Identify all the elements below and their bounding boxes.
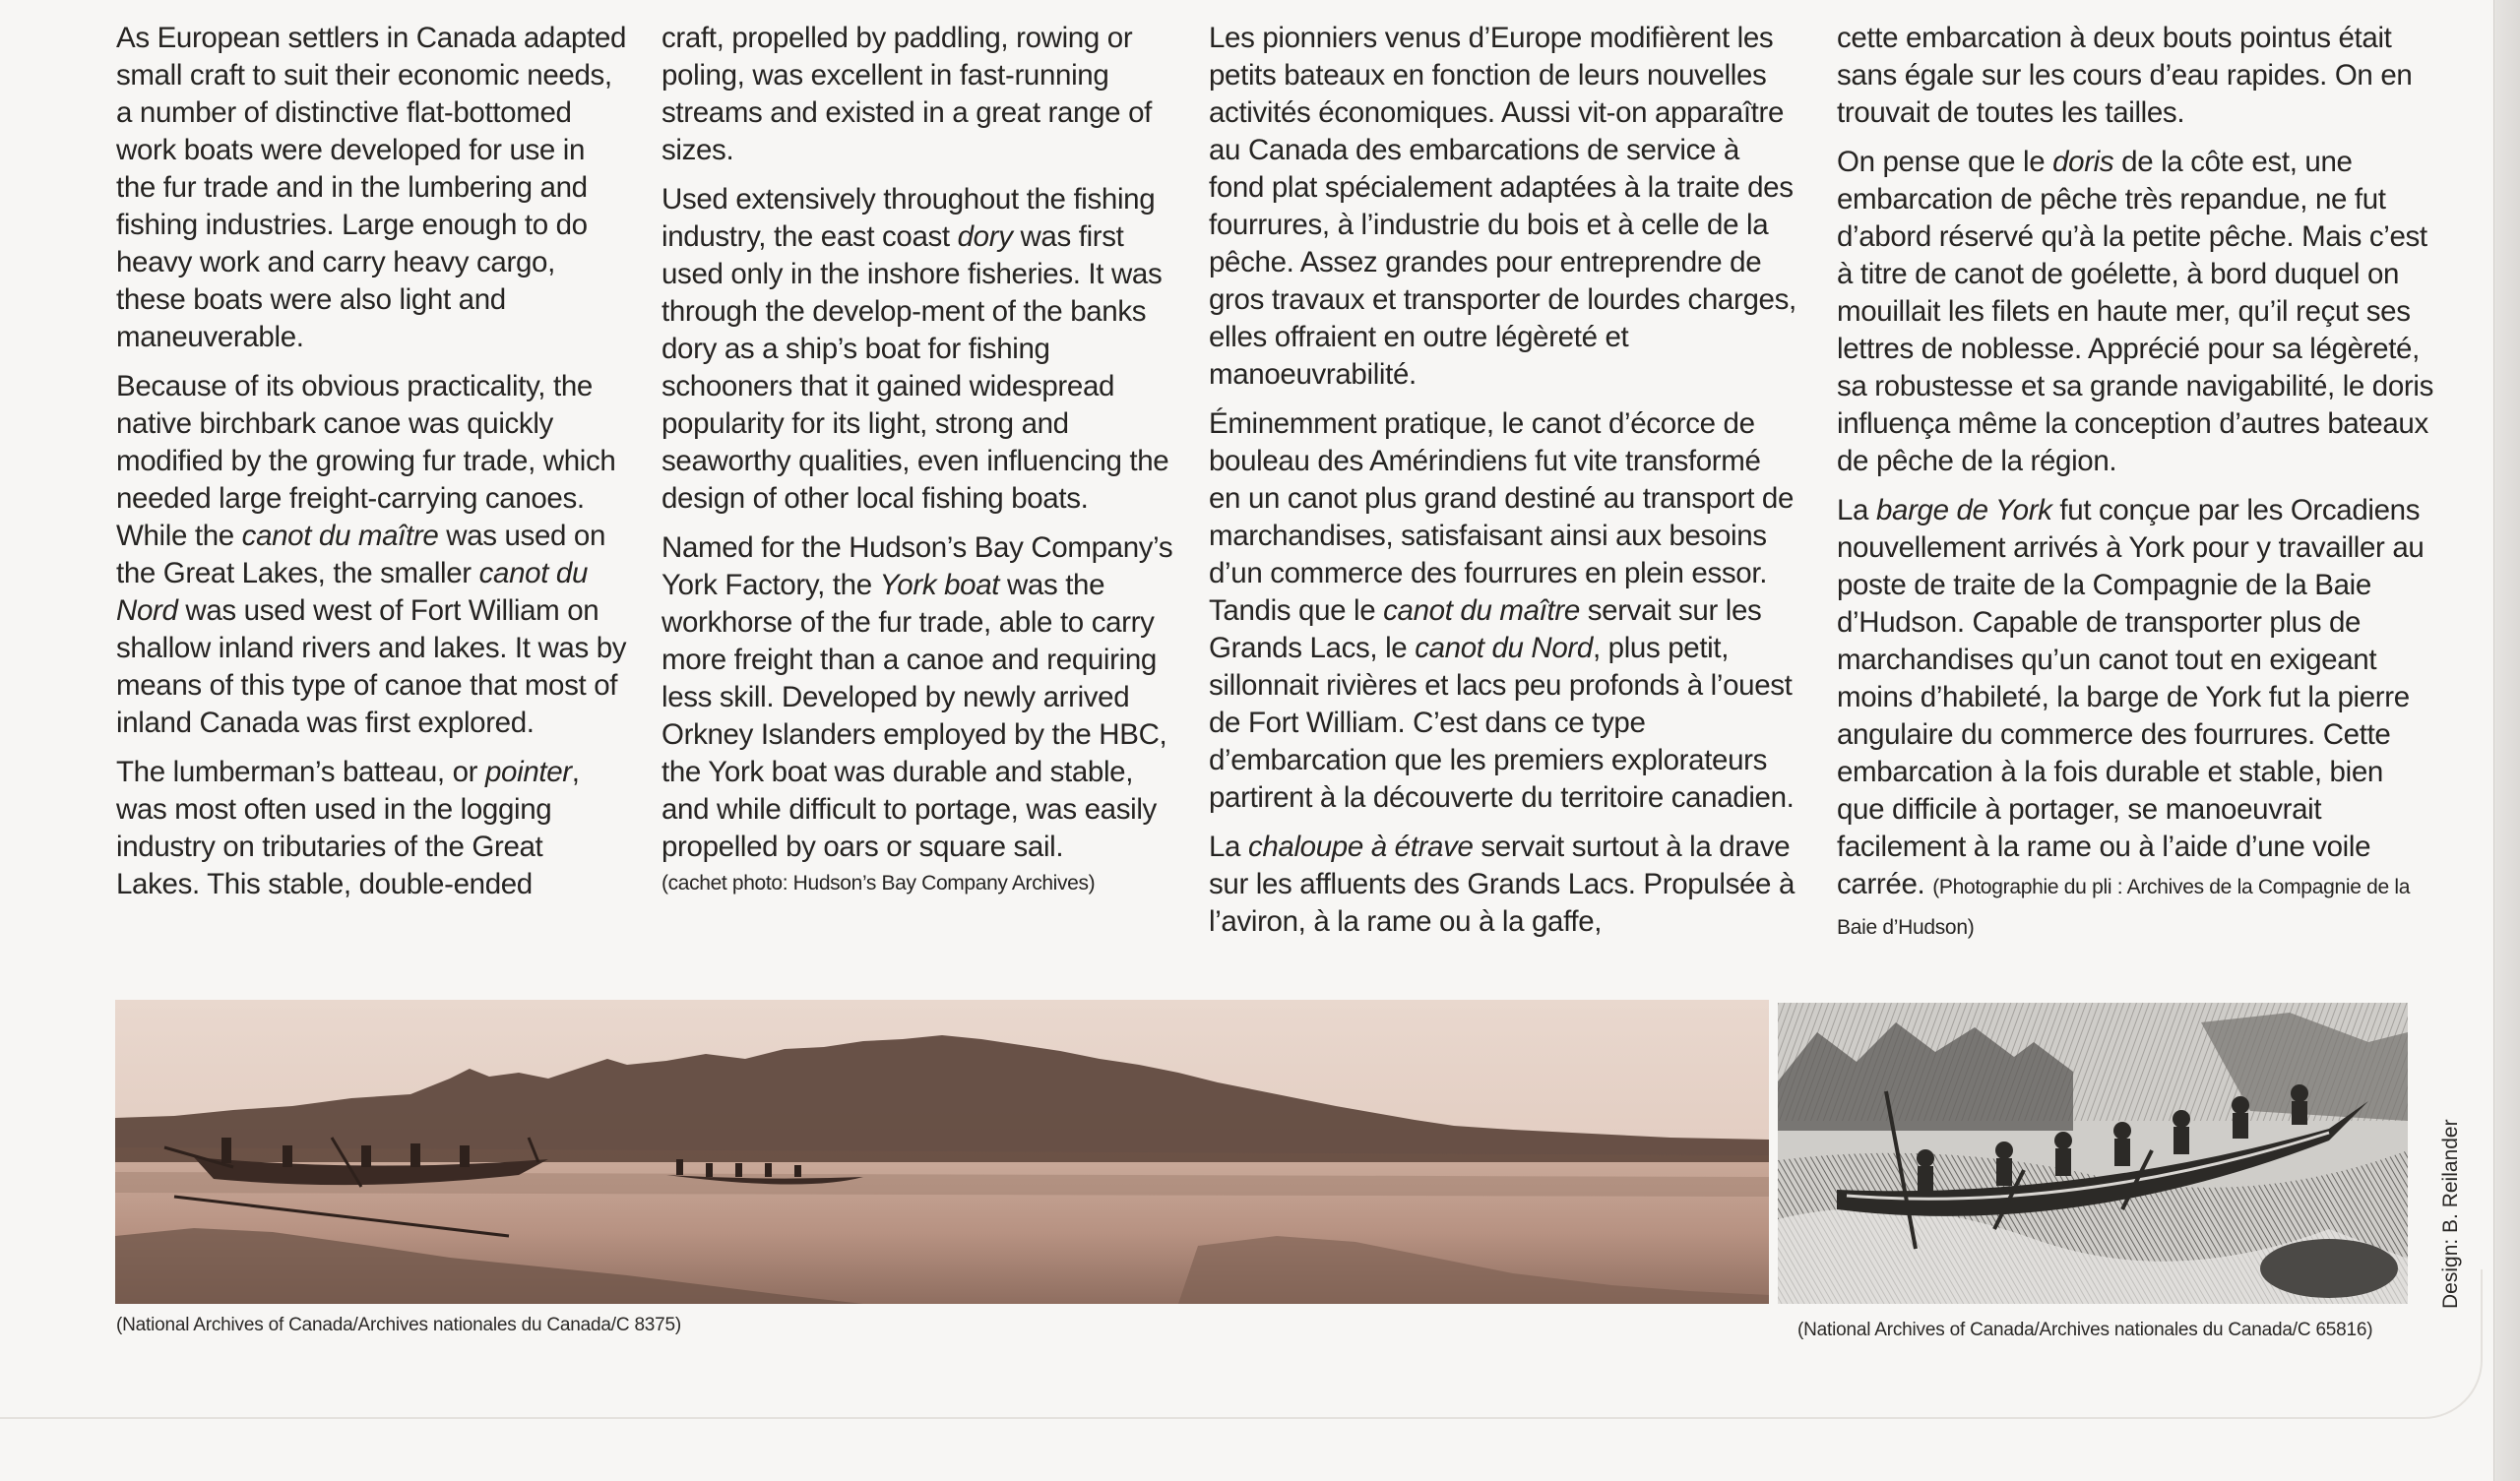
- italic-term: canot du maître: [241, 520, 439, 552]
- paragraph-text: was first used only in the inshore fisheries. It was through the develop-ment of the banks dory as a ship’s boat for fishing schooners that it gained widespread popularity for its light, strong and seaworthy qualities, even influencing the design of other local fishing boats.: [662, 220, 1169, 515]
- paragraph-text: Éminemment pratique, le canot d’écorce de bouleau des Amérindiens fut vite transformé en un canot plus grand destiné au transport de marchandises, satisfaisant ainsi aux besoins d’un commerce des fourrures en plein essor. Tandis que le: [1209, 407, 1794, 627]
- paragraph: [1209, 20, 1799, 394]
- right-photo-credit: (National Archives of Canada/Archives nationales du Canada/C 65816): [1797, 1320, 2373, 1340]
- paragraph-text: craft, propelled by paddling, rowing or poling, was excellent in fast-running streams and existed in a great range of sizes.: [662, 22, 1152, 166]
- paragraph: [662, 529, 1173, 866]
- paragraph-text: On pense que le: [1837, 146, 2053, 178]
- paragraph-text: The lumberman’s batteau, or: [116, 756, 485, 788]
- canoe-rapids-engraving: [1778, 1003, 2408, 1304]
- paragraph-text: was used west of Fort William on shallow inland rivers and lakes. It was by means of this type of canoe that most of inland Canada was first explored.: [116, 594, 627, 739]
- paragraph: [116, 754, 628, 903]
- italic-term: chaloupe à étrave: [1247, 831, 1474, 863]
- paragraph: [1837, 144, 2437, 480]
- paragraph: [1209, 405, 1799, 817]
- paragraph: [662, 20, 1173, 169]
- paragraph-text: La: [1837, 494, 1876, 526]
- paragraph: [1837, 20, 2437, 132]
- paragraph: [1209, 829, 1799, 941]
- paragraph-text: servait surtout à la drave sur les affluents des Grands Lacs. Propulsée à l’aviron, à la rame ou à la gaffe,: [1209, 831, 1796, 938]
- paragraph-text: was the workhorse of the fur trade, able to carry more freight than a canoe and requiring less skill. Developed by newly arrived Orkney Islanders employed by the HBC, the York boat was durable and stable, and while difficult to portage, was easily propelled by oars or square sail.: [662, 569, 1167, 863]
- paragraph-text: Because of its obvious practicality, the native birchbark canoe was quickly modified by the growing fur trade, which needed large freight-carrying canoes. While the: [116, 370, 616, 552]
- paragraph-text: As European settlers in Canada adapted small craft to suit their economic needs, a number of distinctive flat-bottomed work boats were developed for use in the fur trade and in the lumbering and fishing industries. Large enough to do heavy work and carry heavy cargo, these boats were also light and maneuverable.: [116, 22, 627, 353]
- paragraph-text: Les pionniers venus d’Europe modifièrent les petits bateaux en fonction de leurs nouvelles activités économiques. Aussi vit-on apparaître au Canada des embarcations de service à fond plat spécialement adaptées à la traite des fourrures, à l’industrie du bois et à celle de la pêche. Assez grandes pour entreprendre de gros travaux et transporter de lourdes charges, elles offraient en outre légèreté et manoeuvrabilité.: [1209, 22, 1796, 391]
- paragraph-text: cette embarcation à deux bouts pointus était sans égale sur les cours d’eau rapides. On en trouvait de toutes les tailles.: [1837, 22, 2413, 129]
- page-edge: [2493, 0, 2520, 1481]
- paragraph-text: , plus petit, sillonnait rivières et lacs peu profonds à l’ouest de Fort William. C’est dans ce type d’embarcation que les premiers explorateurs partirent à la découverte du territoire canadien.: [1209, 632, 1795, 814]
- italic-term: pointer: [485, 756, 572, 788]
- cachet-photo-caption: (cachet photo: Hudson’s Bay Company Archives): [662, 872, 1096, 895]
- italic-term: canot du Nord: [116, 557, 588, 627]
- cachet-photo-caption: (Photographie du pli : Archives de la Compagnie de la Baie d’Hudson): [1837, 876, 2411, 939]
- italic-term: York boat: [879, 569, 1000, 601]
- italic-term: canot du maître: [1383, 594, 1580, 627]
- paragraph-text: , was most often used in the logging industry on tributaries of the Great Lakes. This stable, double-ended: [116, 756, 580, 900]
- english-column-1: [116, 20, 628, 915]
- sepia-river-scene: [115, 1000, 1769, 1304]
- paragraph-text: was used on the Great Lakes, the smaller: [116, 520, 606, 589]
- italic-term: doris: [2052, 146, 2114, 178]
- english-column-2: [662, 20, 1173, 897]
- french-column-2: [1837, 20, 2437, 951]
- paragraph-text: fut conçue par les Orcadiens nouvellement arrivés à York pour y travailler au poste de traite de la Compagnie de la Baie d’Hudson. Capable de transporter plus de marchandises qu’un canot tout en exigeant moins d’habileté, la barge de York fut la pierre angulaire du commerce des fourrures. Cette embarcation à la fois durable et stable, bien que difficile à portager, se manoeuvrait facilement à la rame ou à l’aide d’une voile carrée.: [1837, 494, 2425, 900]
- paragraph-text: de la côte est, une embarcation de pêche très repandue, ne fut d’abord réservé qu’à la petite pêche. Mais c’est à titre de canot de goélette, à bord duquel on mouillait les filets en haute mer, qu’il reçut ses lettres de noblesse. Apprécié pour sa légèreté, sa robustesse et sa grande navigabilité, le doris influença même la conception d’autres bateaux de pêche de la région.: [1837, 146, 2433, 477]
- french-column-1: [1209, 20, 1799, 953]
- italic-term: dory: [957, 220, 1013, 253]
- canoe-engraving-scene: [1778, 1003, 2408, 1304]
- paragraph: [116, 20, 628, 356]
- paragraph-text: servait sur les Grands Lacs, le: [1209, 594, 1762, 664]
- paragraph: [1837, 492, 2437, 947]
- paragraph-text: Used extensively throughout the fishing industry, the east coast: [662, 183, 1156, 253]
- paragraph-text: Named for the Hudson’s Bay Company’s York Factory, the: [662, 531, 1173, 601]
- italic-term: canot du Nord: [1415, 632, 1593, 664]
- paragraph: [662, 181, 1173, 518]
- italic-term: barge de York: [1875, 494, 2052, 526]
- sepia-river-photo: [115, 1000, 1769, 1304]
- paragraph: [116, 368, 628, 742]
- designer-credit: Design: B. Reilander: [2439, 1119, 2462, 1309]
- paragraph-text: La: [1209, 831, 1248, 863]
- left-photo-credit: (National Archives of Canada/Archives nationales du Canada/C 8375): [116, 1315, 682, 1335]
